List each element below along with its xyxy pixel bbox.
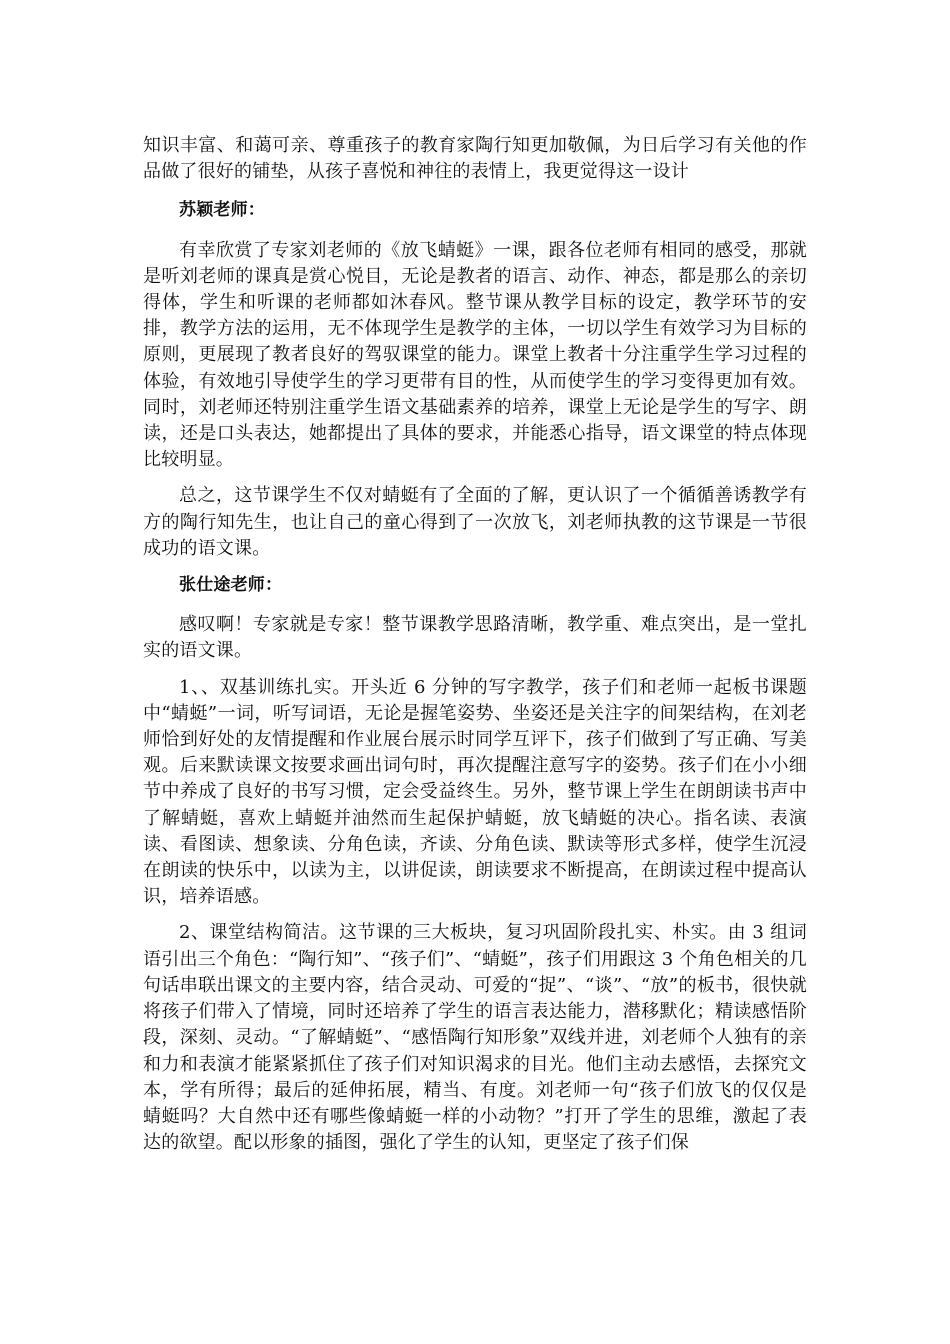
- document-page: [143, 133, 807, 1166]
- paragraph: 2、课堂结构简洁。这节课的三大板块，复习巩固阶段扎实、朴实。由 3 组词语引出三个角色：“陶行知”、“孩子们”、“蜻蜓”，孩子们用跟这 3 个角色相关的几句话串联出课文的主要内容，结合灵动、可爱的“捉”、“谈”、“放”的板书，很快就将孩子们带入了情境，同时还培养了学生的语言表达能力，潜移默化；精读感悟阶段，深刻、灵动。“了解蜻蜓”、“感悟陶行知形象”双线并进，刘老师个人独有的亲和力和表演才能紧紧抓住了孩子们对知识渴求的目光。他们主动去感悟，去探究文本，学有所得；最后的延伸拓展，精当、有度。刘老师一句“孩子们放飞的仅仅是蜻蜓吗？大自然中还有哪些像蜻蜓一样的小动物？”打开了学生的思维，激起了表达的欲望。配以形象的插图，强化了学生的认知，更坚定了孩子们保: [143, 922, 807, 1154]
- paragraph: 感叹啊！专家就是专家！整节课教学思路清晰，教学重、难点突出，是一堂扎实的语文课。: [143, 614, 807, 662]
- intro-paragraph: 知识丰富、和蔼可亲、尊重孩子的教育家陶行知更加敬佩，为日后学习有关他的作品做了很好的铺垫，从孩子喜悦和神往的表情上，我更觉得这一设计: [143, 135, 807, 183]
- section-heading-su-ying: 苏颖老师：: [179, 200, 265, 221]
- paragraph: 总之，这节课学生不仅对蜻蜓有了全面的了解，更认识了一个循循善诱教学有方的陶行知先生，也让自己的童心得到了一次放飞，刘老师执教的这节课是一节很成功的语文课。: [143, 485, 807, 559]
- section-heading-zhang-shitu: 张仕途老师：: [179, 575, 283, 596]
- paragraph: 有幸欣赏了专家刘老师的《放飞蜻蜓》一课，跟各位老师有相同的感受，那就是听刘老师的课真是赏心悦目，无论是教者的语言、动作、神态，都是那么的亲切得体，学生和听课的老师都如沐春风。整节课从教学目标的设定，教学环节的安排，教学方法的运用，无不体现学生是教学的主体，一切以学生有效学习为目标的原则，更展现了教者良好的驾驭课堂的能力。课堂上教者十分注重学生学习过程的体验，有效地引导使学生的学习更带有目的性，从而使学生的学习变得更加有效。同时，刘老师还特别注重学生语文基础素养的培养，课堂上无论是学生的写字、朗读，还是口头表达，她都提出了具体的要求，并能悉心指导，语文课堂的特点体现比较明显。: [143, 239, 807, 471]
- paragraph: 1、、双基训练扎实。开头近 6 分钟的写字教学，孩子们和老师一起板书课题中“蜻蜓”一词，听写词语，无论是握笔姿势、坐姿还是关注字的间架结构，在刘老师恰到好处的友情提醒和作业展台展示时同学互评下，孩子们做到了写正确、写美观。后来默读课文按要求画出词句时，再次提醒注意写字的姿势。孩子们在小小细节中养成了良好的书写习惯，定会受益终生。另外，整节课上学生在朗朗读书声中了解蜻蜓，喜欢上蜻蜓并油然而生起保护蜻蜓，放飞蜻蜓的决心。指名读、表演读、看图读、想象读、分角色读，齐读、分角色读、默读等形式多样，使学生沉浸在朗读的快乐中，以读为主，以讲促读，朗读要求不断提高，在朗读过程中提高认识，培养语感。: [143, 676, 807, 908]
